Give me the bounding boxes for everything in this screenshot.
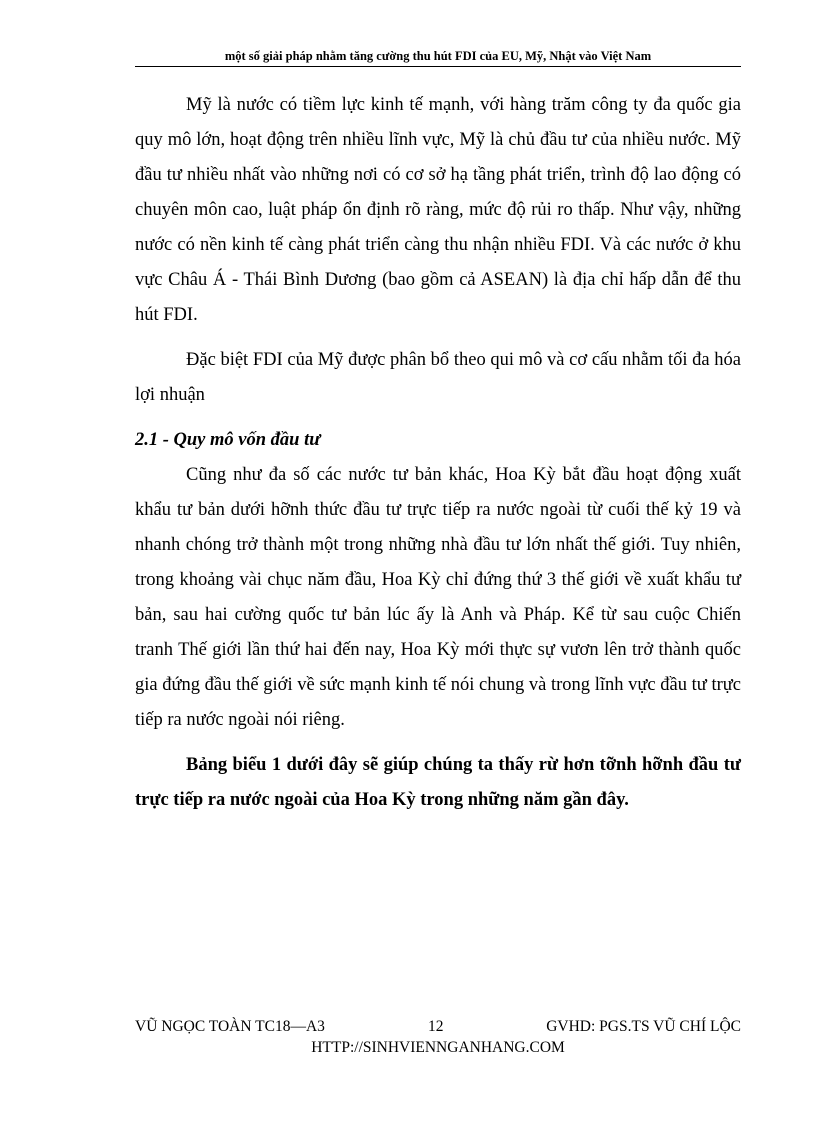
document-body <box>135 88 741 818</box>
footer-author: VŨ NGỌC TOÀN TC18—A3 <box>135 1018 325 1035</box>
bold-paragraph: Bảng biểu 1 dưới đây sẽ giúp chúng ta thấy rừ hơn tỡnh hỡnh đầu tư trực tiếp ra nước ngoài của Hoa Kỳ trong những năm gần đây. <box>135 755 741 810</box>
footer-supervisor: GVHD: PGS.TS VŨ CHÍ LỘC <box>546 1018 741 1035</box>
section-heading: 2.1 - Quy mô vốn đầu tư <box>135 430 321 450</box>
page-footer <box>135 1016 741 1038</box>
body-paragraph: Mỹ là nước có tiềm lực kinh tế mạnh, với hàng trăm công ty đa quốc gia quy mô lớn, hoạt động trên nhiều lĩnh vực, Mỹ là chủ đầu tư của nhiều nước. Mỹ đầu tư nhiều nhất vào những nơi có cơ sở hạ tầng phát triển, trình độ lao động có chuyên môn cao, luật pháp ổn định rõ ràng, mức độ rủi ro thấp. Như vậy, những nước có nền kinh tế càng phát triển càng thu nhận nhiều FDI. Và các nước ở khu vực Châu Á - Thái Bình Dương (bao gồm cả ASEAN) là địa chỉ hấp dẫn để thu hút FDI. <box>135 95 741 325</box>
page-header-title: một số giải pháp nhằm tăng cường thu hút FDI của EU, Mỹ, Nhật vào Việt Nam <box>224 49 652 63</box>
section-paragraph: Cũng như đa số các nước tư bản khác, Hoa Kỳ bắt đầu hoạt động xuất khẩu tư bản dưới hỡnh thức đầu tư trực tiếp ra nước ngoài từ cuối thế kỷ 19 và nhanh chóng trở thành một trong những nhà đầu tư lớn nhất thế giới. Tuy nhiên, trong khoảng vài chục năm đầu, Hoa Kỳ chỉ đứng thứ 3 thế giới về xuất khẩu tư bản, sau hai cường quốc tư bản lúc ấy là Anh và Pháp. Kể từ sau cuộc Chiến tranh Thế giới lần thứ hai đến nay, Hoa Kỳ mới thực sự vươn lên trở thành quốc gia đứng đầu thế giới về sức mạnh kinh tế nói chung và trong lĩnh vực đầu tư trực tiếp ra nước ngoài nói riêng. <box>135 465 741 730</box>
body-paragraph: Đặc biệt FDI của Mỹ được phân bổ theo qui mô và cơ cấu nhằm tối đa hóa lợi nhuận <box>135 350 741 405</box>
footer-url: HTTP://SINHVIENNGANHANG.COM <box>311 1039 565 1056</box>
header-divider <box>135 66 741 67</box>
footer-page-number: 12 <box>428 1018 444 1035</box>
